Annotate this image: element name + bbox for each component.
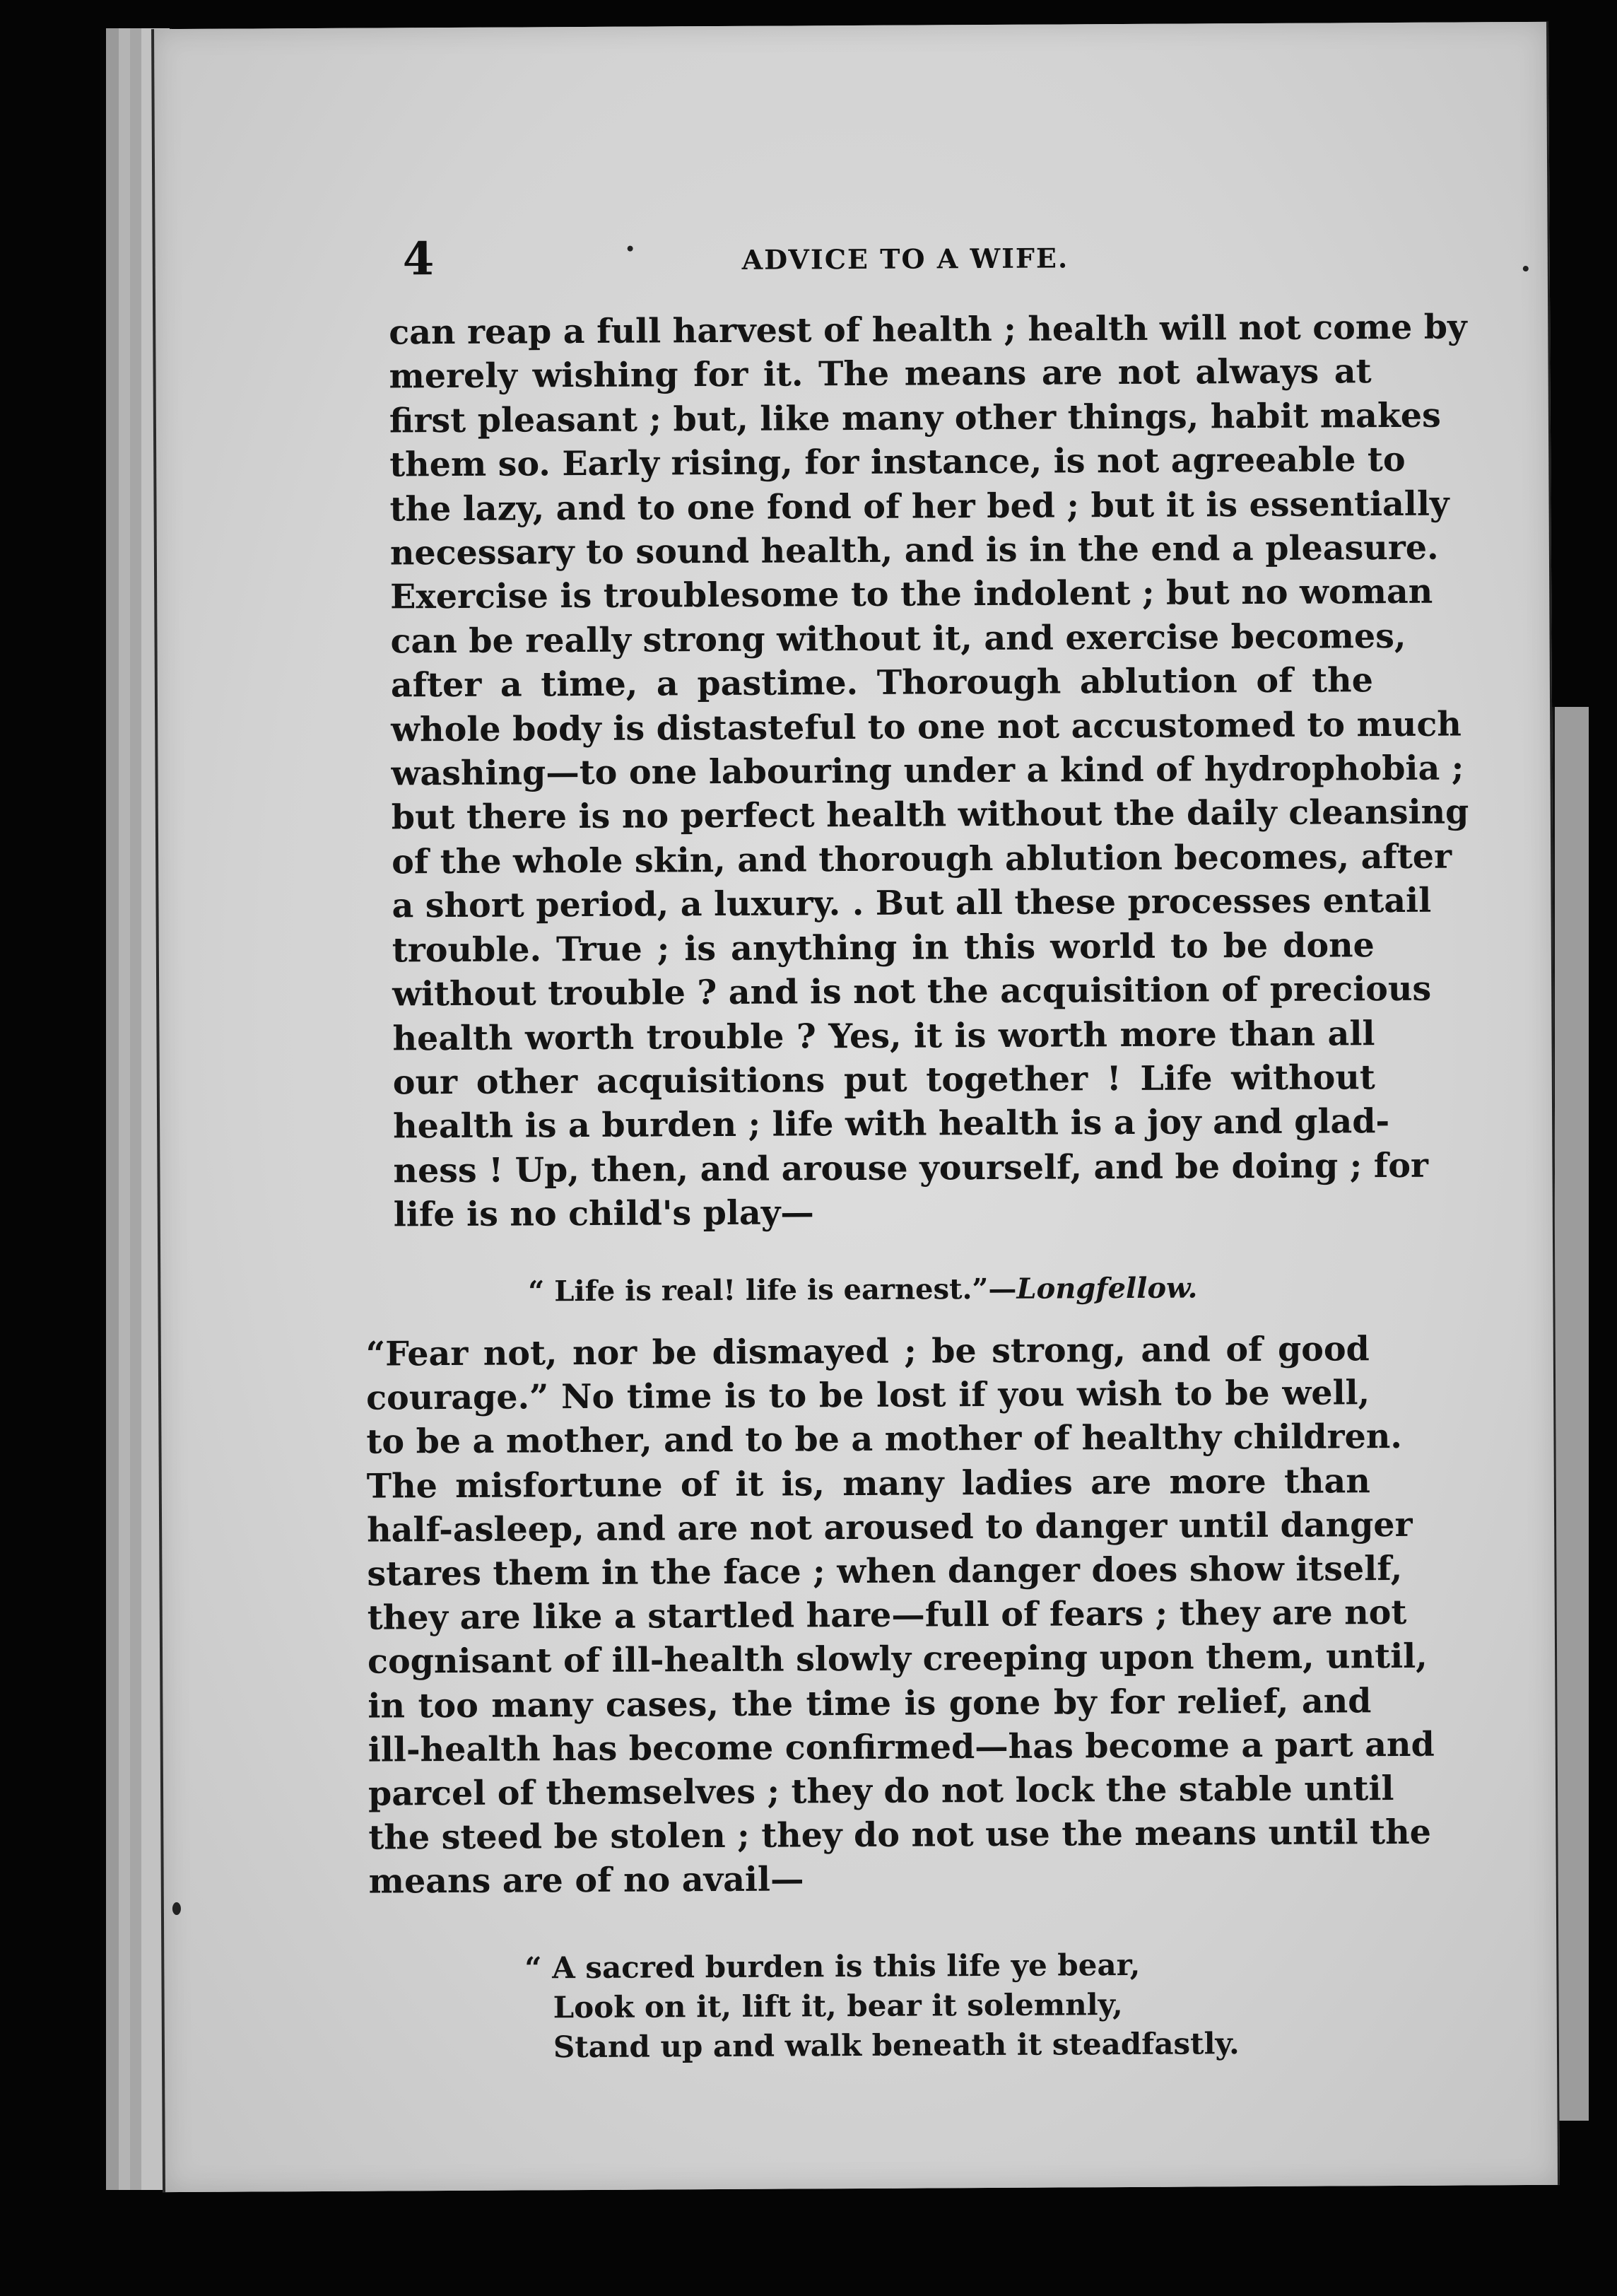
text-line: to be a mother, and to be a mother of healthy children.	[366, 1417, 1402, 1463]
running-title: ADVICE TO A WIFE.	[741, 242, 1069, 276]
verse-line: Stand up and walk beneath it steadfastly.	[553, 2026, 1240, 2065]
text-line: means are of no avail—	[368, 1859, 804, 1902]
text-line: but there is no perfect health without the daily cleansing	[391, 792, 1469, 838]
text-line: parcel of themselves ; they do not lock the stable until	[368, 1769, 1394, 1814]
text-line: The misfortune of it is, many ladies are more than	[366, 1460, 1370, 1506]
text-line: “Fear not, nor be dismayed ; be strong, and of good	[365, 1329, 1370, 1374]
text-line: ness ! Up, then, and arouse yourself, and be doing ; for	[393, 1145, 1429, 1191]
paragraph-1	[389, 305, 1469, 1237]
text-line: them so. Early rising, for instance, is not agreeable to	[389, 440, 1406, 485]
text-line: without trouble ? and is not the acquisition of precious	[392, 968, 1432, 1014]
text-line: the lazy, and to one fond of her bed ; but it is essentially	[389, 484, 1450, 529]
text-line: can be really strong without it, and exercise becomes,	[390, 616, 1406, 662]
text-line: life is no child's play—	[393, 1193, 815, 1235]
epigraph-quote	[528, 1271, 1197, 1308]
book-page	[151, 22, 1560, 2192]
text-line: merely wishing for it. The means are not always at	[389, 351, 1372, 397]
paragraph-2	[365, 1327, 1435, 1904]
text-line: ill-health has become confirmed—has become a part and	[368, 1724, 1435, 1770]
verse-line: “ A sacred burden is this life ye bear,	[524, 1947, 1141, 1986]
text-line: after a time, a pastime. Thorough ablution of the	[390, 660, 1373, 705]
text-line: of the whole skin, and thorough ablution becomes, after	[392, 836, 1452, 882]
text-line: in too many cases, the time is gone by for relief, and	[368, 1680, 1372, 1726]
ink-speck	[172, 1902, 181, 1915]
running-head	[155, 227, 1548, 291]
text-line: necessary to sound health, and is in the end a pleasure.	[389, 527, 1439, 573]
page-number: 4	[402, 233, 435, 286]
text-line: stares them in the face ; when danger does show itself,	[367, 1548, 1403, 1594]
text-line: first pleasant ; but, like many other things, habit makes	[389, 395, 1441, 441]
verse-quote	[524, 1945, 1240, 2067]
quote-text: “ Life is real! life is earnest.”—	[528, 1272, 1017, 1308]
text-line: courage.” No time is to be lost if you wish to be well,	[366, 1373, 1370, 1418]
text-line: a short period, a luxury. . But all these processes entail	[392, 881, 1432, 926]
text-line: Exercise is troublesome to the indolent ; but no woman	[390, 572, 1433, 617]
quote-author: Longfellow.	[1016, 1271, 1198, 1306]
text-line: half-asleep, and are not aroused to danger until danger	[366, 1504, 1413, 1550]
text-line: whole body is distasteful to one not accustomed to much	[391, 704, 1462, 750]
text-line: the steed be stolen ; they do not use the means until the	[368, 1812, 1432, 1858]
text-line: health is a burden ; life with health is a joy and glad-	[392, 1101, 1390, 1147]
text-line: trouble. True ; is anything in this world to be done	[392, 925, 1375, 971]
ink-speck	[628, 246, 633, 252]
text-line: washing—to one labouring under a kind of hydrophobia ;	[391, 748, 1464, 794]
text-line: our other acquisitions put together ! Life without	[392, 1058, 1375, 1103]
text-line: health worth trouble ? Yes, it is worth more than all	[392, 1013, 1375, 1058]
ink-speck	[1523, 266, 1529, 271]
verse-line: Look on it, lift it, bear it solemnly,	[553, 1987, 1123, 2025]
text-line: cognisant of ill-health slowly creeping upon them, until,	[367, 1636, 1428, 1682]
text-line: can reap a full harvest of health ; health will not come by	[389, 307, 1467, 353]
text-line: they are like a startled hare—full of fears ; they are not	[367, 1593, 1407, 1638]
